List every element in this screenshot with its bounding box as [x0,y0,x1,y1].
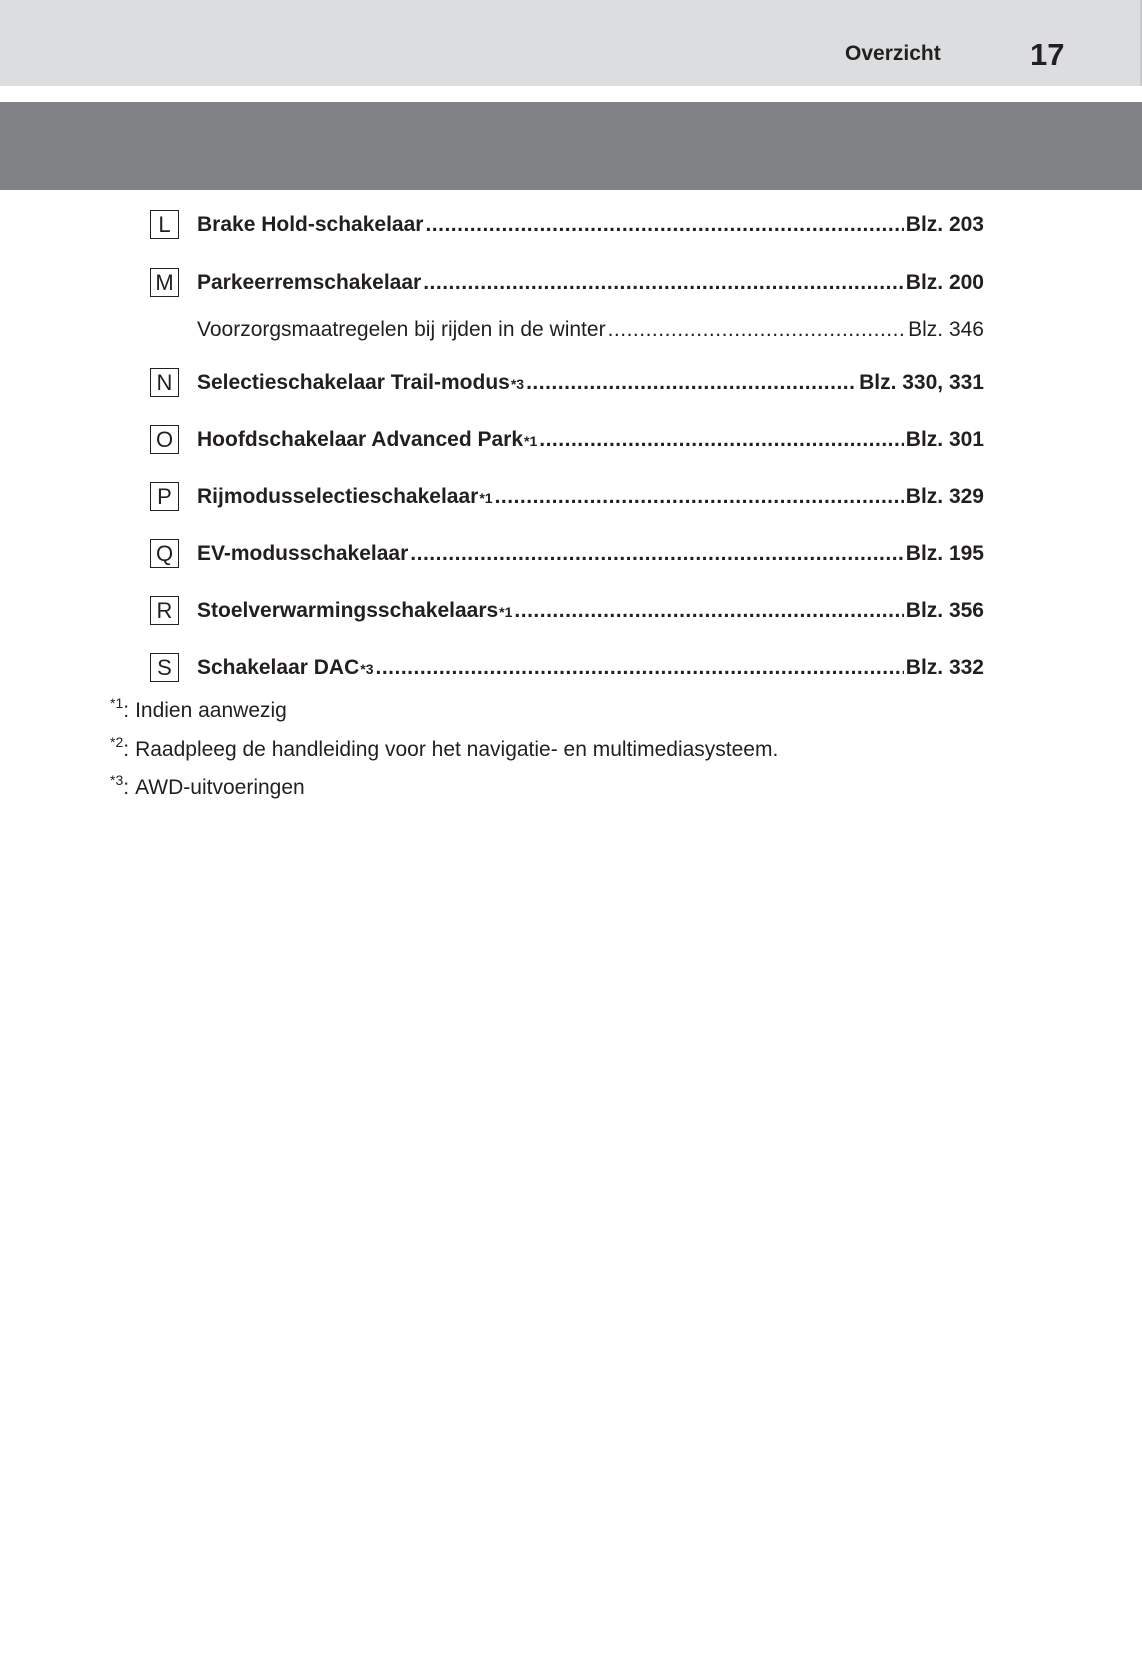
footnote-mark: *1 [110,695,124,711]
entry-page: Blz. 346 [908,318,984,341]
section-banner [0,102,1142,190]
entry-label: Stoelverwarmingsschakelaars [197,599,499,622]
entry-label: Selectieschakelaar Trail-modus [197,371,510,394]
entry-label: Brake Hold-schakelaar [197,213,424,236]
item-letter-s: S [150,653,179,682]
footnote-text: AWD-uitvoeringen [135,776,305,799]
leader-dots [539,425,904,455]
item-letter-r: R [150,596,179,625]
entry-label: EV-modusschakelaar [197,542,409,565]
header-band [0,0,1142,86]
footnote-mark: *3 [110,772,124,788]
item-letter-o: O [150,425,179,454]
entry-page: Blz. 330, 331 [859,371,984,394]
entry-page: Blz. 195 [905,542,984,565]
entry-page: Blz. 301 [905,428,984,451]
toc-entry-brake-hold[interactable] [197,210,984,240]
toc-entry-ev-modus[interactable] [197,539,984,569]
leader-dots [423,268,904,298]
footnote-1: $^{*1}$: Indien aanwezig [110,695,287,722]
toc-entry-rijmodus[interactable]: Rijmodusselectieschakelaar *1 ..... Blz. 329 [197,482,984,512]
entry-label: Rijmodusselectieschakelaar [197,485,479,508]
entry-page: Blz. 356 [905,599,984,622]
leader-dots [495,482,904,512]
item-letter-n: N [150,368,179,397]
footnote-2: $^{*2}$: Raadpleeg de handleiding voor het navigatie- en multimediasysteem. [110,734,779,761]
leader-dots [608,315,907,345]
item-letter-m: M [150,268,179,297]
toc-entry-stoelverwarming[interactable]: Stoelverwarmingsschakelaars *1 ..... Blz. 356 [197,596,984,626]
item-letter-p: P [150,482,179,511]
footnote-mark: *2 [110,734,124,750]
entry-label: Hoofdschakelaar Advanced Park [197,428,524,451]
footnote-text: Indien aanwezig [135,699,287,722]
item-letter-q: Q [150,539,179,568]
entry-label: Parkeerremschakelaar [197,271,422,294]
item-letter-l: L [150,210,179,239]
footnote-text: Raadpleeg de handleiding voor het navigatie- en multimediasysteem. [135,738,779,761]
toc-entry-parkeerrem[interactable] [197,268,984,298]
entry-page: Blz. 203 [905,213,984,236]
leader-dots [375,653,903,683]
entry-page: Blz. 329 [905,485,984,508]
footnote-3: $^{*3}$: AWD-uitvoeringen [110,772,305,799]
leader-dots [410,539,904,569]
entry-label: Voorzorgsmaatregelen bij rijden in de winter [197,318,606,341]
entry-page: Blz. 332 [905,656,984,679]
leader-dots [425,210,903,240]
toc-entry-dac[interactable]: Schakelaar DAC *3 ..... Blz. 332 [197,653,984,683]
entry-label: Schakelaar DAC [197,656,360,679]
toc-entry-advanced-park[interactable]: Hoofdschakelaar Advanced Park *1 ..... Blz. 301 [197,425,984,455]
leader-dots [514,596,903,626]
toc-entry-trail-modus[interactable]: Selectieschakelaar Trail-modus *3 ..... Blz. 330, 331 [197,368,984,398]
section-title: Overzicht [845,42,941,65]
entry-page: Blz. 200 [905,271,984,294]
page-number: 17 [1030,37,1065,72]
toc-entry-winter[interactable] [197,315,984,345]
leader-dots [526,368,857,398]
